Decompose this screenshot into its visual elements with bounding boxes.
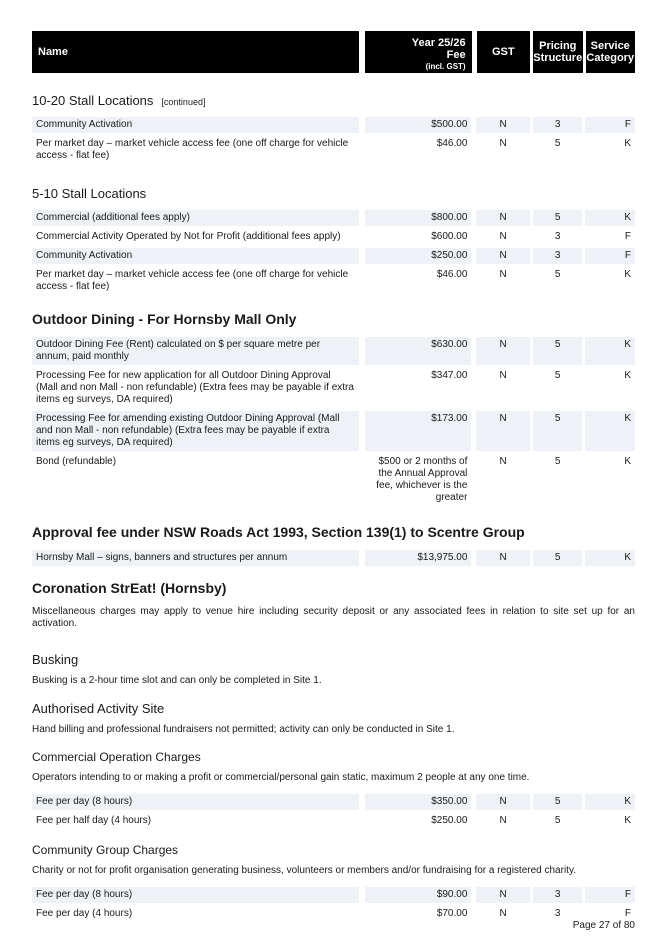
header-pricing-structure: Pricing Structure — [533, 31, 582, 73]
service-category-cell: K — [585, 368, 635, 408]
section-heading-10-20-stalls — [32, 93, 635, 108]
fee-amount-cell: $46.00 — [365, 136, 472, 164]
fee-name-cell: Community Activation — [32, 248, 359, 264]
pricing-structure-cell: 5 — [533, 210, 583, 226]
table-row — [32, 411, 635, 451]
section-heading-coronation-streat: Coronation StrEat! (Hornsby) — [32, 580, 227, 596]
community-note: Charity or not for profit organisation generating business, volunteers or members and/or fundraising for a registered charity. — [32, 865, 576, 876]
fee-name-cell: Commercial (additional fees apply) — [32, 210, 359, 226]
service-category-cell: K — [585, 136, 635, 164]
table-510 — [32, 210, 635, 295]
pricing-structure-cell: 5 — [533, 550, 583, 566]
subsection-busking: Busking — [32, 652, 79, 667]
fee-amount-cell: $173.00 — [365, 411, 472, 451]
header-fee — [365, 31, 472, 73]
service-category-cell: K — [585, 267, 635, 295]
subsection-commercial-operation: Commercial Operation Charges — [32, 750, 201, 764]
fee-amount-cell: $46.00 — [365, 267, 472, 295]
fee-amount-cell: $250.00 — [365, 248, 472, 264]
pricing-structure-cell: 5 — [533, 411, 583, 451]
gst-cell: N — [476, 411, 530, 451]
commercial-note: Operators intending to or making a profit or commercial/personal gain static, maximum 2 people at any one time. — [32, 772, 530, 783]
service-category-cell: K — [585, 411, 635, 451]
gst-cell: N — [476, 229, 530, 245]
gst-cell: N — [476, 906, 530, 922]
section-heading-approval-fee: Approval fee under NSW Roads Act 1993, Section 139(1) to Scentre Group — [32, 524, 525, 540]
fee-schedule-page — [32, 31, 635, 925]
header-fee-gst-note: (incl. GST) — [425, 62, 466, 71]
service-category-cell: K — [585, 794, 635, 810]
pricing-structure-cell: 5 — [533, 794, 583, 810]
fee-name-cell: Community Activation — [32, 117, 359, 133]
table-1020 — [32, 117, 635, 164]
fee-name-cell: Fee per day (8 hours) — [32, 887, 359, 903]
gst-cell: N — [476, 368, 530, 408]
pricing-structure-cell: 5 — [533, 267, 583, 295]
table-row — [32, 136, 635, 164]
pricing-structure-cell: 5 — [533, 813, 583, 829]
page-number: Page 27 of 80 — [572, 920, 635, 931]
fee-name-cell: Fee per half day (4 hours) — [32, 813, 359, 829]
table-row — [32, 248, 635, 264]
service-category-cell: K — [585, 813, 635, 829]
pricing-structure-cell: 5 — [533, 136, 583, 164]
busking-note: Busking is a 2-hour time slot and can only be completed in Site 1. — [32, 675, 322, 686]
coronation-note: Miscellaneous charges may apply to venue hire including security deposit or any associated fees in relation to site set up for an activation. — [32, 606, 635, 629]
fee-name-cell: Fee per day (4 hours) — [32, 906, 359, 922]
fee-amount-cell: $500 or 2 months of the Annual Approval fee, whichever is the greater — [365, 454, 472, 506]
gst-cell: N — [476, 887, 530, 903]
table-row — [32, 454, 635, 506]
header-fee-year: Year 25/26 — [411, 37, 466, 49]
header-gst: GST — [477, 31, 530, 73]
table-row — [32, 267, 635, 295]
pricing-structure-cell: 3 — [533, 906, 583, 922]
pricing-structure-cell: 3 — [533, 248, 583, 264]
table-row — [32, 117, 635, 133]
pricing-structure-cell: 5 — [533, 337, 583, 365]
service-category-cell: K — [585, 337, 635, 365]
fee-name-cell: Commercial Activity Operated by Not for Profit (additional fees apply) — [32, 229, 359, 245]
gst-cell: N — [476, 210, 530, 226]
fee-name-cell: Processing Fee for amending existing Outdoor Dining Approval (Mall and non Mall - non refundable) (Extra fees may be payable if extra items eg surveys, DA required) — [32, 411, 359, 451]
gst-cell: N — [476, 550, 530, 566]
fee-name-cell: Per market day – market vehicle access fee (one off charge for vehicle access - flat fee) — [32, 267, 359, 295]
fee-amount-cell: $600.00 — [365, 229, 472, 245]
continued-note: [continued] — [161, 97, 206, 107]
fee-name-cell: Outdoor Dining Fee (Rent) calculated on $ per square metre per annum, paid monthly — [32, 337, 359, 365]
gst-cell: N — [476, 454, 530, 506]
fee-amount-cell: $13,975.00 — [365, 550, 472, 566]
fee-amount-cell: $500.00 — [365, 117, 472, 133]
table-row — [32, 813, 635, 829]
gst-cell: N — [476, 136, 530, 164]
gst-cell: N — [476, 248, 530, 264]
fee-amount-cell: $250.00 — [365, 813, 472, 829]
section-heading-5-10-stalls: 5-10 Stall Locations — [32, 186, 147, 201]
fee-name-cell: Hornsby Mall – signs, banners and structures per annum — [32, 550, 359, 566]
table-row — [32, 906, 635, 922]
fee-name-cell: Bond (refundable) — [32, 454, 359, 506]
fee-amount-cell: $90.00 — [365, 887, 472, 903]
table-row — [32, 337, 635, 365]
fee-amount-cell: $800.00 — [365, 210, 472, 226]
service-category-cell: F — [585, 117, 635, 133]
table-row — [32, 887, 635, 903]
table-outdoor-dining — [32, 337, 635, 506]
pricing-structure-cell: 3 — [533, 887, 583, 903]
fee-amount-cell: $70.00 — [365, 906, 472, 922]
fee-amount-cell: $350.00 — [365, 794, 472, 810]
table-row — [32, 229, 635, 245]
gst-cell: N — [476, 267, 530, 295]
authorised-note: Hand billing and professional fundraisers not permitted; activity can only be conducted in Site 1. — [32, 724, 455, 735]
fee-name-cell: Processing Fee for new application for all Outdoor Dining Approval (Mall and non Mall - non refundable) (Extra fees may be payable if extra items eg surveys, DA required) — [32, 368, 359, 408]
header-service-category: Service Category — [586, 31, 635, 73]
table-header — [32, 31, 635, 73]
service-category-cell: F — [585, 248, 635, 264]
table-row — [32, 794, 635, 810]
service-category-cell: K — [585, 550, 635, 566]
section-heading-outdoor-dining: Outdoor Dining - For Hornsby Mall Only — [32, 311, 297, 327]
service-category-cell: K — [585, 210, 635, 226]
fee-name-cell: Per market day – market vehicle access fee (one off charge for vehicle access - flat fee) — [32, 136, 359, 164]
table-approval — [32, 550, 635, 566]
pricing-structure-cell: 3 — [533, 117, 583, 133]
header-name: Name — [32, 31, 359, 73]
subsection-community-group: Community Group Charges — [32, 843, 179, 857]
service-category-cell: K — [585, 454, 635, 506]
gst-cell: N — [476, 337, 530, 365]
subsection-authorised-activity-site: Authorised Activity Site — [32, 701, 165, 716]
table-row — [32, 210, 635, 226]
fee-amount-cell: $347.00 — [365, 368, 472, 408]
pricing-structure-cell: 5 — [533, 454, 583, 506]
fee-name-cell: Fee per day (8 hours) — [32, 794, 359, 810]
pricing-structure-cell: 3 — [533, 229, 583, 245]
table-row — [32, 550, 635, 566]
service-category-cell: F — [585, 229, 635, 245]
gst-cell: N — [476, 794, 530, 810]
service-category-cell: F — [585, 906, 635, 922]
service-category-cell: F — [585, 887, 635, 903]
gst-cell: N — [476, 117, 530, 133]
section-title: 10-20 Stall Locations — [32, 93, 154, 108]
gst-cell: N — [476, 813, 530, 829]
table-commercial — [32, 794, 635, 829]
table-row — [32, 368, 635, 408]
pricing-structure-cell: 5 — [533, 368, 583, 408]
fee-amount-cell: $630.00 — [365, 337, 472, 365]
header-fee-label: Fee — [446, 49, 466, 61]
table-community — [32, 887, 635, 922]
